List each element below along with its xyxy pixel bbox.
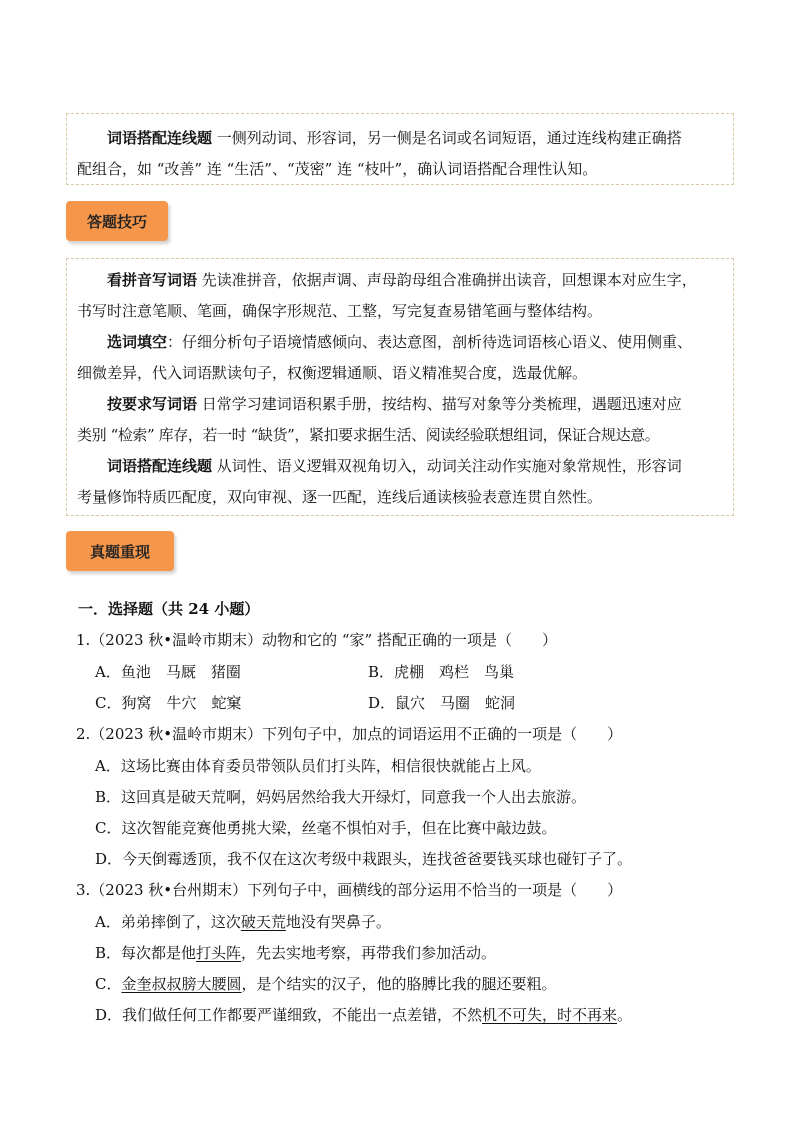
tip-write-line-1: 日常学习建词语积累手册，按结构、描写对象等分类梳理，遇题迅速对应 — [197, 395, 682, 413]
real-questions-tag: 真题重现 — [66, 531, 174, 571]
tip-match-label: 词语搭配连线题 — [107, 457, 213, 475]
q3-d-underlined: 机不可失，时不再来 — [482, 1006, 618, 1024]
question-1-option-d: D．鼠穴 马圈 蛇洞 — [368, 694, 516, 712]
tip-match-line-1: 从词性、语义逻辑双视角切入，动词关注动作实施对象常规性，形容词 — [212, 457, 682, 475]
tip-pinyin — [77, 265, 727, 296]
question-2-option-a: A．这场比赛由体育委员带领队员们打头阵，相信很快就能占上风。 — [95, 757, 541, 775]
tip-write-line-2: 类别 “检索” 库存，若一时 “缺货”，紧扣要求据生活、阅读经验联想组词，保证合规达意。 — [77, 426, 660, 444]
question-2-option-c: C．这次智能竞赛他勇挑大梁，丝毫不惧怕对手，但在比赛中敲边鼓。 — [95, 819, 557, 837]
tips-box — [66, 258, 734, 516]
question-2-stem: 2.（2023 秋•温岭市期末）下列句子中，加点的词语运用不正确的一项是（ ） — [76, 725, 623, 743]
question-3-option-a — [95, 911, 391, 932]
q3-a-post: 地没有哭鼻子。 — [285, 913, 391, 931]
tip-fill-line-2: 细微差异，代入词语默读句子，权衡逻辑通顺、语义精准契合度，选最优解。 — [77, 364, 588, 382]
q3-b-underlined: 打头阵 — [196, 944, 242, 962]
q3-a-underlined: 破天荒 — [240, 913, 286, 931]
tip-pinyin-line-1: 先读准拼音，依据声调、声母韵母组合准确拼出读音，回想课本对应生字， — [197, 271, 697, 289]
question-2-option-d: D．今天倒霉透顶，我不仅在这次考级中栽跟头，连找爸爸要钱买球也碰钉子了。 — [95, 850, 633, 868]
intro-line-1: 一侧列动词、形容词，另一侧是名词或名词短语，通过连线构建正确搭 — [212, 129, 682, 147]
q3-c-pre: C． — [95, 975, 122, 993]
tip-write-label: 按要求写词语 — [107, 395, 198, 413]
q3-b-pre: B．每次都是他 — [95, 944, 197, 962]
q3-d-post: 。 — [617, 1006, 633, 1024]
tip-match — [77, 451, 727, 482]
q3-c-underlined: 金奎叔叔膀大腰圆 — [121, 975, 242, 993]
intro-paragraph — [77, 123, 727, 154]
intro-label: 词语搭配连线题 — [107, 129, 213, 147]
tips-tag: 答题技巧 — [66, 201, 168, 241]
question-1-option-b: B．虎棚 鸡栏 鸟巢 — [368, 663, 515, 681]
q3-c-post: ，是个结实的汉子，他的胳膊比我的腿还要粗。 — [241, 975, 557, 993]
tip-fill-line-1: ：仔细分析句子语境情感倾向、表达意图，剖析待选词语核心语义、使用侧重、 — [167, 333, 693, 351]
tip-pinyin-line-2: 书写时注意笔顺、笔画，确保字形规范、工整，写完复查易错笔画与整体结构。 — [77, 302, 603, 320]
question-1-stem: 1.（2023 秋•温岭市期末）动物和它的 “家” 搭配正确的一项是（ ） — [76, 631, 557, 649]
question-1-option-a: A．鱼池 马厩 猪圈 — [95, 663, 241, 681]
intro-box — [66, 113, 734, 185]
section-heading: 一．选择题（共 24 小题） — [78, 600, 260, 618]
question-3-option-c — [95, 973, 557, 994]
tip-match-line-2: 考量修饰特质匹配度，双向审视、逐一匹配，连线后通读核验表意连贯自然性。 — [77, 488, 603, 506]
tip-pinyin-label: 看拼音写词语 — [107, 271, 198, 289]
question-3-option-d — [95, 1004, 632, 1025]
tip-write — [77, 389, 727, 420]
q3-b-post: ，先去实地考察，再带我们参加活动。 — [241, 944, 497, 962]
tip-fill-label: 选词填空 — [107, 333, 168, 351]
intro-line-2: 配组合，如 “改善” 连 “生活”、“茂密” 连 “枝叶”，确认词语搭配合理性认知。 — [77, 160, 598, 178]
question-2-option-b: B．这回真是破天荒啊，妈妈居然给我大开绿灯，同意我一个人出去旅游。 — [95, 788, 587, 806]
q3-a-pre: A．弟弟摔倒了，这次 — [95, 913, 241, 931]
question-3-option-b — [95, 942, 496, 963]
tip-fill — [77, 327, 727, 358]
question-3-stem: 3.（2023 秋•台州期末）下列句子中，画横线的部分运用不恰当的一项是（ ） — [76, 881, 623, 899]
q3-d-pre: D．我们做任何工作都要严谨细致，不能出一点差错，不然 — [95, 1006, 483, 1024]
question-1-option-c: C．狗窝 牛穴 蛇窠 — [95, 694, 242, 712]
